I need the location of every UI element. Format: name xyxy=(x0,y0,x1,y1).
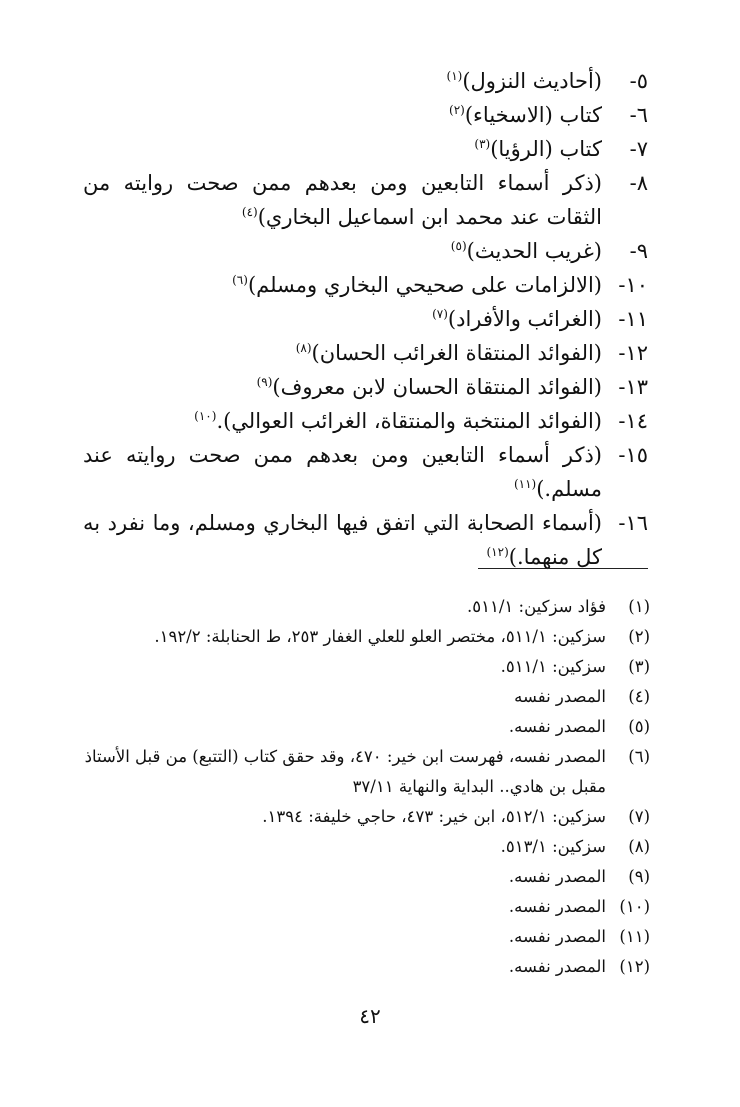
list-item xyxy=(83,370,648,404)
footnote-item xyxy=(82,952,650,982)
item-title: (الغرائب والأفراد) xyxy=(447,307,602,331)
item-title: (ذكر أسماء التابعين ومن بعدهم ممن صحت روايته من الثقات عند محمد ابن اسماعيل البخاري) xyxy=(83,171,602,229)
item-text xyxy=(194,409,602,433)
footnote-number: (٤) xyxy=(628,687,650,706)
item-title: كتاب (الاسخياء) xyxy=(464,103,602,127)
footnote-ref: (٧) xyxy=(432,307,448,321)
footnote-item xyxy=(82,832,650,862)
item-number: ١٢- xyxy=(618,341,648,365)
footnote-number: (٨) xyxy=(628,837,650,856)
item-text xyxy=(447,69,602,93)
footnote-ref: (١٢) xyxy=(486,545,509,559)
item-number: ١٠- xyxy=(618,273,648,297)
item-number: ١٤- xyxy=(618,409,648,433)
footnote-text: المصدر نفسه. xyxy=(508,867,606,886)
item-title: (الفوائد المنتخبة والمنتقاة، الغرائب العوالي). xyxy=(216,409,602,433)
item-number: ٩- xyxy=(629,239,648,263)
footnote-item xyxy=(82,862,650,892)
footnote-text: سزكين: ٥١١/١. xyxy=(500,657,606,676)
footnote-number: (١٠) xyxy=(619,897,650,916)
footnote-number: (٢) xyxy=(628,627,650,646)
item-text xyxy=(83,511,602,569)
item-number: ٥- xyxy=(629,69,648,93)
footnote-text: سزكين: ٥١٣/١. xyxy=(500,837,606,856)
item-text xyxy=(451,239,602,263)
item-text xyxy=(474,137,602,161)
item-number: ١٣- xyxy=(618,375,648,399)
list-item xyxy=(83,404,648,438)
list-item xyxy=(83,302,648,336)
item-text xyxy=(232,273,602,297)
list-item xyxy=(83,64,648,98)
item-number: ١٦- xyxy=(618,511,648,535)
item-title: (الالزامات على صحيحي البخاري ومسلم) xyxy=(247,273,602,297)
footnote-text: المصدر نفسه. xyxy=(508,897,606,916)
footnote-separator xyxy=(478,568,648,569)
footnote-ref: (٤) xyxy=(241,205,258,219)
item-title: (أسماء الصحابة التي اتفق فيها البخاري ومسلم، وما نفرد به كل منهما.) xyxy=(83,511,602,569)
footnote-item xyxy=(82,592,650,622)
footnote-number: (٦) xyxy=(628,747,650,766)
list-item xyxy=(83,438,648,506)
item-title: (ذكر أسماء التابعين ومن بعدهم ممن صحت روايته عند مسلم.) xyxy=(83,443,602,501)
footnote-item xyxy=(82,622,650,652)
list-item xyxy=(83,98,648,132)
footnote-ref: (١) xyxy=(446,69,463,83)
list-item xyxy=(83,268,648,302)
item-title: (غريب الحديث) xyxy=(466,239,602,263)
list-item xyxy=(83,166,648,234)
item-number: ٨- xyxy=(629,171,648,195)
list-item xyxy=(83,234,648,268)
item-text xyxy=(432,307,602,331)
footnote-item xyxy=(82,922,650,952)
footnote-item xyxy=(82,892,650,922)
footnote-item xyxy=(82,712,650,742)
footnote-ref: (٩) xyxy=(256,375,273,389)
footnote-item xyxy=(82,802,650,832)
item-title: (الفوائد المنتقاة الحسان لابن معروف) xyxy=(272,375,602,399)
footnote-text: سزكين: ٥١١/١، مختصر العلو للعلي الغفار ٢٥٣، ط الحنابلة: ١٩٢/٢. xyxy=(154,627,606,646)
item-text xyxy=(83,443,602,501)
footnote-ref: (٢) xyxy=(449,103,465,117)
footnote-text: المصدر نفسه، فهرست ابن خير: ٤٧٠، وقد حقق كتاب (التتبع) من قبل الأستاذ مقبل بن هادي.. البداية والنهاية ٣٧/١١ xyxy=(84,747,606,796)
item-text xyxy=(83,171,602,229)
item-text xyxy=(449,103,602,127)
list-item xyxy=(83,132,648,166)
item-number: ١٥- xyxy=(618,443,648,467)
item-title: (أحاديث النزول) xyxy=(462,69,602,93)
item-title: (الفوائد المنتقاة الغرائب الحسان) xyxy=(311,341,602,365)
works-list xyxy=(83,64,648,574)
footnotes-list xyxy=(82,592,650,982)
footnote-text: المصدر نفسه. xyxy=(508,927,606,946)
footnote-item xyxy=(82,652,650,682)
footnote-ref: (٥) xyxy=(450,239,467,253)
footnote-number: (٧) xyxy=(628,807,650,826)
footnote-number: (١١) xyxy=(619,927,650,946)
footnote-number: (٣) xyxy=(628,657,650,676)
item-text xyxy=(296,341,602,365)
footnote-ref: (٣) xyxy=(474,137,491,151)
list-item xyxy=(83,506,648,574)
footnote-item xyxy=(82,742,650,802)
footnote-item xyxy=(82,682,650,712)
footnote-text: المصدر نفسه. xyxy=(508,957,606,976)
footnote-ref: (٦) xyxy=(232,273,248,287)
footnote-ref: (١١) xyxy=(513,477,537,491)
footnote-text: فؤاد سزكين: ٥١١/١. xyxy=(467,597,606,616)
item-number: ٦- xyxy=(629,103,648,127)
footnote-ref: (٨) xyxy=(295,341,312,355)
item-number: ١١- xyxy=(618,307,648,331)
footnote-ref: (١٠) xyxy=(194,409,217,423)
footnote-number: (١٢) xyxy=(619,957,650,976)
footnote-text: سزكين: ٥١٢/١، ابن خير: ٤٧٣، حاجي خليفة: ١٣٩٤. xyxy=(262,807,606,826)
footnote-number: (٩) xyxy=(628,867,650,886)
footnote-text: المصدر نفسه. xyxy=(508,717,606,736)
list-item xyxy=(83,336,648,370)
item-text xyxy=(257,375,602,399)
footnote-number: (١) xyxy=(628,597,650,616)
item-number: ٧- xyxy=(629,137,648,161)
footnote-number: (٥) xyxy=(628,717,650,736)
page-number: ٤٢ xyxy=(359,1004,381,1028)
footnote-text: المصدر نفسه xyxy=(514,687,606,706)
item-title: كتاب (الرؤيا) xyxy=(490,137,602,161)
